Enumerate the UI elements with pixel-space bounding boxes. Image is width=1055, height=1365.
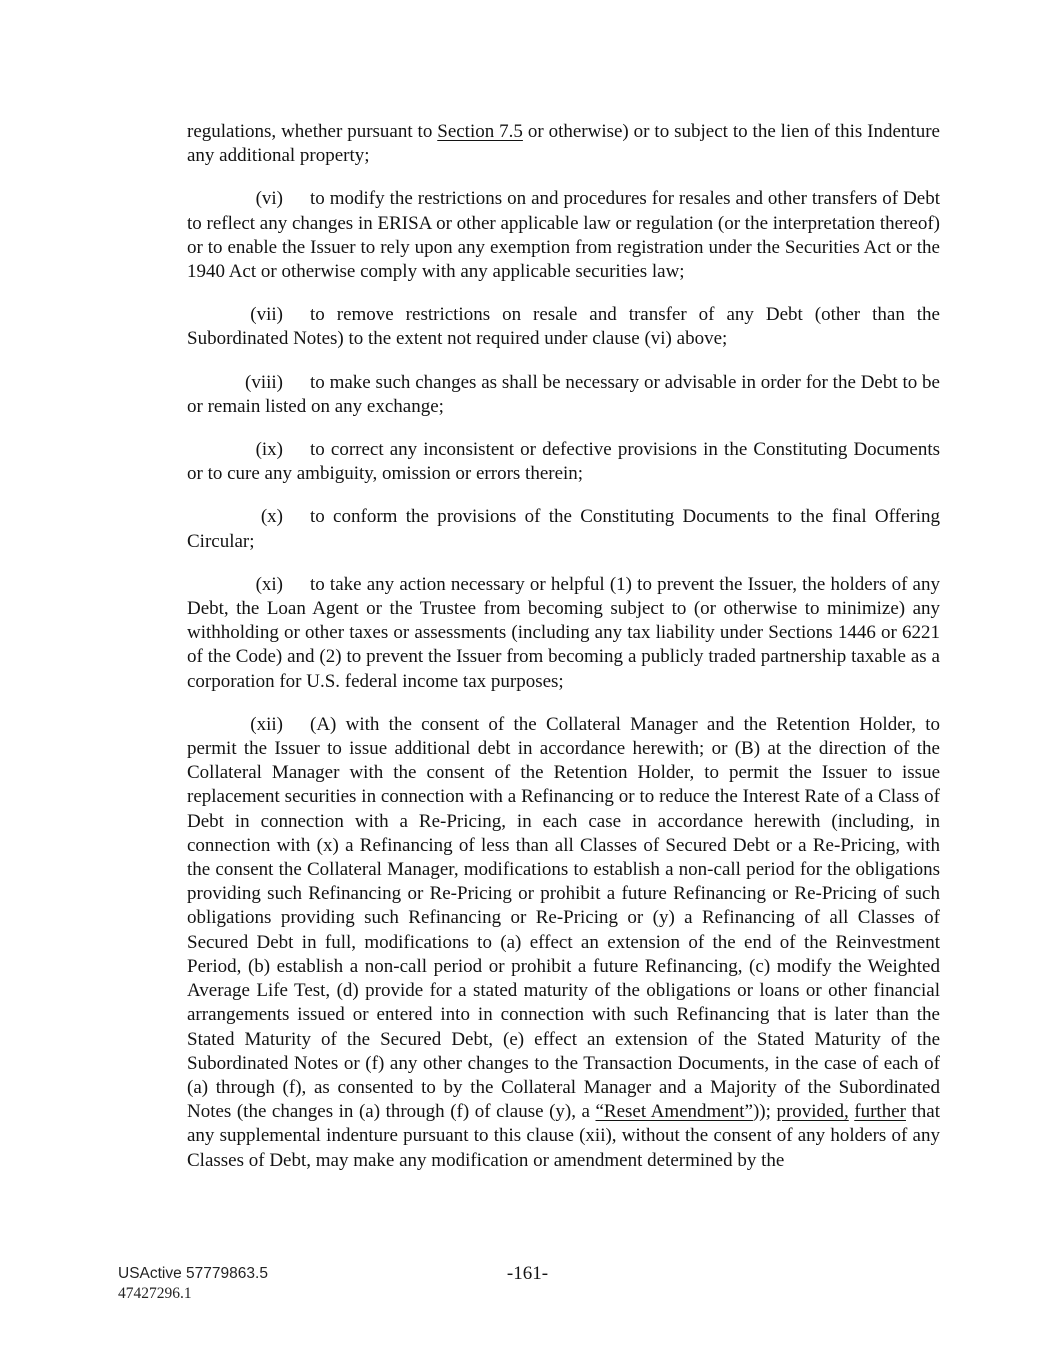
clause-label: (ix) [255, 439, 283, 461]
clause-label: (xii) [250, 713, 283, 735]
footer-doc-id-line2: 47427296.1 [118, 1285, 192, 1302]
text-segment: (A) with the consent of the Collateral Manager and the Retention Holder, to permit the Issuer to issue additional debt in accordance herewith; or (B) at the direction of the Collateral Manager with the consent of the Retention Holder, to permit the Issuer to issue replacement securities in connection with a Refinancing or to reduce the Interest Rate of a Class of Debt in connection with a Re-Pricing, in each case in accordance herewith (including, in connection with (x) a Refinancing of less than all Classes of Secured Debt or a Re-Pricing, with the consent the Collateral Manager, modifications to establish a non-call period for the obligations providing such Refinancing or Re-Pricing or prohibit a future Refinancing or Re-Pricing of such obligations providing such Refinancing or Re-Pricing or (y) a Refinancing of all Classes of Secured Debt in full, modifications to (a) effect an extension of the end of the Reinvestment Period, (b) establish a non-call period or prohibit a future Refinancing, (c) modify the Weighted Average Life Test, (d) provide for a stated maturity of the obligations or loans or other financial arrangements issued or entered into in connection with such Refinancing that is later than the Stated Maturity of the Secured Debt, (e) effect an extension of the Stated Maturity of the Subordinated Notes or (f) any other changes to the Transaction Documents, in the case of each of (a) through (f), as consented to by the Collateral Manager and a Majority of the Subordinated Notes (the changes in (a) through (f) of clause (y), a [187, 713, 940, 1123]
text-segment: to conform the provisions of the Constituting Documents to the final Offering Circular; [187, 506, 940, 552]
text-segment: to modify the restrictions on and procedures for resales and other transfers of Debt to reflect any changes in ERISA or other applicable law or regulation (or the interpretation thereof) or to enable the Issuer to rely upon any exemption from registration under the Securities Act or the 1940 Act or otherwise comply with any applicable securities law; [187, 188, 940, 283]
content-area [187, 120, 940, 1173]
paragraph-continuation [187, 120, 940, 168]
clause-viii [187, 371, 940, 419]
clause-label: (vii) [250, 304, 283, 326]
text-segment: that any supplemental indenture pursuant to this clause (xii), without the consent of any holders of any Classes of Debt, may make any modification or amendment determined by the [187, 1101, 940, 1171]
clause-xi [187, 573, 940, 694]
underlined-term: “Reset Amendment” [595, 1101, 753, 1123]
text-segment: to correct any inconsistent or defective provisions in the Constituting Documents or to cure any ambiguity, omission or errors therein; [187, 439, 940, 485]
text-segment: to make such changes as shall be necessary or advisable in order for the Debt to be or remain listed on any exchange; [187, 371, 940, 417]
text-segment: to take any action necessary or helpful (1) to prevent the Issuer, the holders of any Debt, the Loan Agent or the Trustee from becoming subject to (or otherwise to minimize) any withholding or other taxes or assessments (including any tax liability under Sections 1446 or 6221 of the Code) and (2) to prevent the Issuer from becoming a publicly traded partnership taxable as a corporation for U.S. federal income tax purposes; [187, 573, 940, 692]
footer-doc-id-line1: USActive 57779863.5 [118, 1265, 268, 1282]
clause-label: (vi) [255, 188, 283, 210]
clause-vii [187, 303, 940, 351]
text-segment: to remove restrictions on resale and transfer of any Debt (other than the Subordinated Notes) to the extent not required under clause (vi) above; [187, 304, 940, 350]
clause-label: (x) [260, 506, 283, 528]
clause-label: (xi) [255, 573, 283, 595]
text-segment: regulations, whether pursuant to [187, 121, 438, 142]
page-number: -161- [506, 1263, 549, 1284]
text-segment: or otherwise) or to subject to the lien of this Indenture any additional property; [187, 121, 940, 167]
clause-label: (viii) [245, 371, 283, 393]
clause-x [187, 505, 940, 553]
clause-xii [187, 713, 940, 1173]
underlined-term: Section 7.5 [437, 121, 523, 142]
clause-vi [187, 187, 940, 284]
underlined-term: provided, [776, 1101, 849, 1123]
clause-ix [187, 438, 940, 486]
underlined-term: further [854, 1101, 906, 1123]
text-segment: )); [752, 1101, 777, 1123]
